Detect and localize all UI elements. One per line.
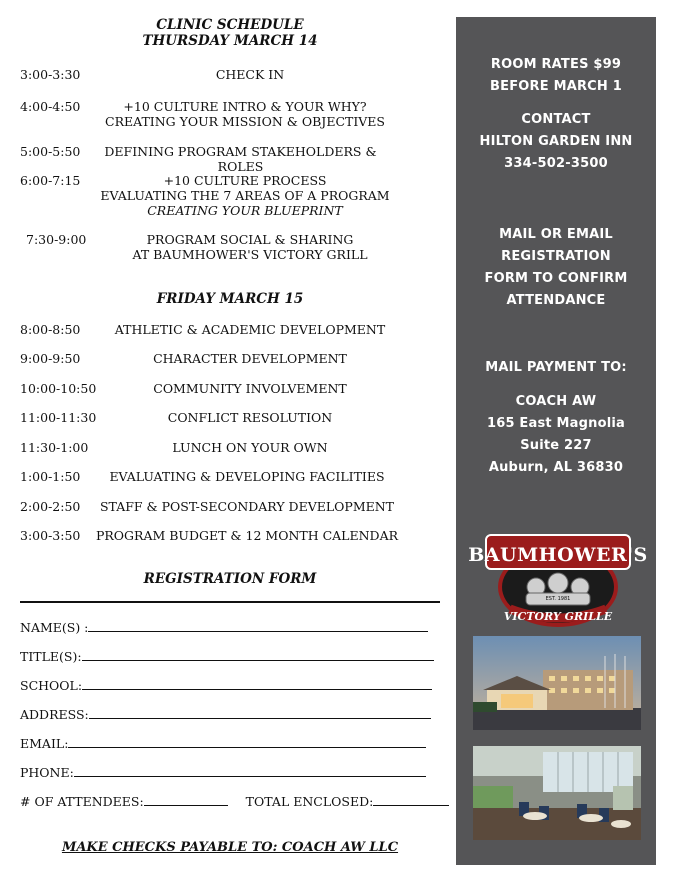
schedule-time: 4:00-4:50 <box>20 99 81 114</box>
phone-field[interactable] <box>20 765 426 780</box>
names-field[interactable] <box>20 620 428 635</box>
registration-divider <box>20 601 440 603</box>
rates-line: ROOM RATES $99 <box>490 57 622 72</box>
baumhowers-logo <box>468 531 648 627</box>
schedule-line: CHARACTER DEVELOPMENT <box>153 351 347 366</box>
schedule-time: 11:30-1:00 <box>20 440 89 455</box>
schedule-time: 8:00-8:50 <box>20 322 81 337</box>
schedule-line: PROGRAM BUDGET & 12 MONTH CALENDAR <box>95 528 399 543</box>
address-line: 165 East Magnolia <box>486 416 626 431</box>
schedule-line: STAFF & POST-SECONDARY DEVELOPMENT <box>99 499 395 514</box>
contact-block <box>456 109 656 175</box>
mail-email-line: REGISTRATION <box>501 249 611 264</box>
address-line: COACH AW <box>515 394 597 409</box>
email-input-line[interactable] <box>68 736 426 748</box>
schedule-time: 11:00-11:30 <box>20 410 97 425</box>
school-field[interactable] <box>20 678 432 693</box>
names-input-line[interactable] <box>88 620 428 632</box>
title-input-line[interactable] <box>82 649 434 661</box>
schedule-line: +10 CULTURE INTRO & YOUR WHY? <box>123 99 367 114</box>
schedule-line: EVALUATING & DEVELOPING FACILITIES <box>109 469 385 484</box>
schedule-time: 3:00-3:30 <box>20 67 81 82</box>
schedule-line: EVALUATING THE 7 AREAS OF A PROGRAM <box>100 188 390 203</box>
room-rates-block <box>456 54 656 98</box>
rates-line: BEFORE MARCH 1 <box>490 79 622 94</box>
schedule-line: CHECK IN <box>215 67 285 82</box>
schedule-line: LUNCH ON YOUR OWN <box>172 440 328 455</box>
contact-line: CONTACT <box>521 112 591 127</box>
schedule-description <box>92 469 402 484</box>
attendees-total-field[interactable] <box>20 794 449 809</box>
schedule-title-line-2: THURSDAY MARCH 14 <box>142 33 318 49</box>
total-input-line[interactable] <box>373 794 449 806</box>
schedule-time: 6:00-7:15 <box>20 173 81 188</box>
school-input-line[interactable] <box>82 678 432 690</box>
schedule-time: 1:00-1:50 <box>20 469 81 484</box>
email-label: EMAIL: <box>20 736 69 751</box>
address-field[interactable] <box>20 707 431 722</box>
schedule-description <box>100 351 400 366</box>
email-field[interactable] <box>20 736 426 751</box>
schedule-line: COMMUNITY INVOLVEMENT <box>153 381 347 396</box>
mail-email-block <box>456 224 656 312</box>
checks-payable-note: MAKE CHECKS PAYABLE TO: COACH AW LLC <box>61 840 399 855</box>
schedule-title-line-1: CLINIC SCHEDULE <box>156 17 304 33</box>
contact-line: HILTON GARDEN INN <box>479 134 633 149</box>
schedule-description <box>100 322 400 337</box>
schedule-time: 9:00-9:50 <box>20 351 81 366</box>
schedule-line: +10 CULTURE PROCESS <box>163 173 327 188</box>
phone-input-line[interactable] <box>74 765 426 777</box>
title-field[interactable] <box>20 649 434 664</box>
mail-email-line: FORM TO CONFIRM <box>484 271 628 286</box>
schedule-time: 2:00-2:50 <box>20 499 81 514</box>
attendees-input-line[interactable] <box>144 794 228 806</box>
schedule-description <box>92 499 402 514</box>
schedule-time: 7:30-9:00 <box>26 232 87 247</box>
mailing-address-block <box>456 391 656 479</box>
schedule-time: 3:00-3:50 <box>20 528 81 543</box>
schedule-description <box>100 381 400 396</box>
svg-text:EST. 1981: EST. 1981 <box>545 596 571 602</box>
mail-payment-heading: MAIL PAYMENT TO: <box>485 360 627 375</box>
contact-phone: 334-502-3500 <box>504 156 608 171</box>
registration-title: REGISTRATION FORM <box>143 571 317 587</box>
names-label: NAME(S) : <box>20 620 89 635</box>
baumhowers-logo-graphic <box>468 531 648 627</box>
schedule-line: CREATING YOUR MISSION & OBJECTIVES <box>105 114 385 129</box>
mail-payment-block <box>456 357 656 379</box>
schedule-time: 10:00-10:50 <box>20 381 97 396</box>
mail-email-line: ATTENDANCE <box>506 293 606 308</box>
svg-text:BAUMHOWER'S: BAUMHOWER'S <box>468 544 648 566</box>
info-sidebar <box>456 17 656 865</box>
schedule-line: CONFLICT RESOLUTION <box>167 410 333 425</box>
address-input-line[interactable] <box>89 707 431 719</box>
schedule-title <box>20 17 440 49</box>
schedule-description <box>120 67 380 82</box>
svg-text:VICTORY GRILLE: VICTORY GRILLE <box>503 610 613 623</box>
schedule-description <box>92 528 402 543</box>
schedule-description <box>95 99 395 129</box>
hotel-exterior-photo <box>473 636 641 730</box>
total-label: TOTAL ENCLOSED: <box>245 794 374 809</box>
attendees-label: # OF ATTENDEES: <box>20 794 144 809</box>
schedule-description <box>100 232 400 262</box>
schedule-description <box>100 440 400 455</box>
schedule-line: PROGRAM SOCIAL & SHARING <box>146 232 354 247</box>
mail-email-line: MAIL OR EMAIL <box>499 227 613 242</box>
schedule-line: CREATING YOUR BLUEPRINT <box>147 203 343 218</box>
title-label: TITLE(S): <box>20 649 82 664</box>
address-label: ADDRESS: <box>20 707 89 722</box>
school-label: SCHOOL: <box>20 678 83 693</box>
schedule-description <box>95 173 395 218</box>
schedule-line: AT BAUMHOWER'S VICTORY GRILL <box>132 247 368 262</box>
schedule-description <box>88 144 393 174</box>
schedule-line: ATHLETIC & ACADEMIC DEVELOPMENT <box>114 322 386 337</box>
phone-label: PHONE: <box>20 765 74 780</box>
address-line: Suite 227 <box>520 438 592 453</box>
schedule-description <box>100 410 400 425</box>
schedule-time: 5:00-5:50 <box>20 144 81 159</box>
schedule-line: DEFINING PROGRAM STAKEHOLDERS & ROLES <box>104 144 377 174</box>
hotel-interior-photo <box>473 746 641 840</box>
friday-title: FRIDAY MARCH 15 <box>156 291 304 307</box>
address-line: Auburn, AL 36830 <box>488 460 624 475</box>
